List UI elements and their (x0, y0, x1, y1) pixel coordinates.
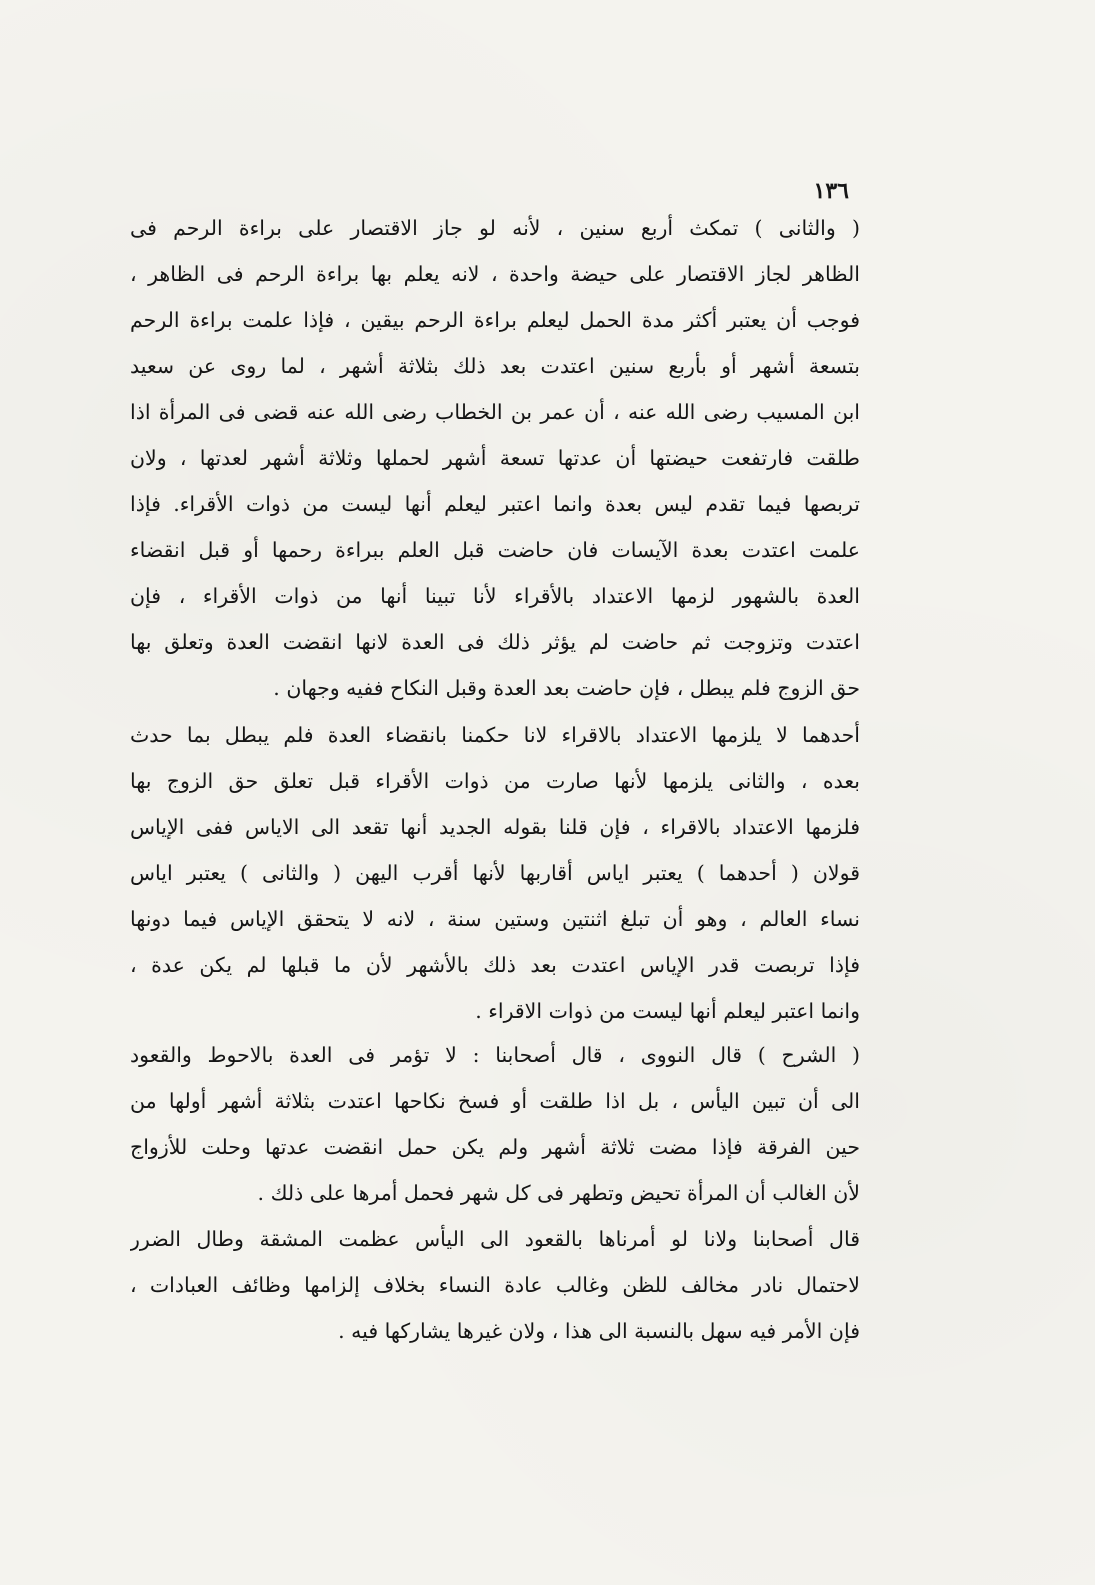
text-line: الى أن تبين اليأس ، بل اذا طلقت أو فسخ نكاحها اعتدت بثلاثة أشهر أولها من (130, 1089, 860, 1113)
page-number: ١٣٦ (813, 178, 849, 204)
text-line: لأن الغالب أن المرأة تحيض وتطهر فى كل شهر فحمل أمرها على ذلك . (257, 1181, 860, 1205)
text-line: لاحتمال نادر مخالف للظن وغالب عادة النساء بخلاف إلزامها وظائف العبادات ، (130, 1273, 860, 1297)
text-line: اعتدت وتزوجت ثم حاضت لم يؤثر ذلك فى العدة لانها انقضت العدة وتعلق بها (130, 630, 860, 654)
text-line: حق الزوج فلم يبطل ، فإن حاضت بعد العدة وقبل النكاح ففيه وجهان . (273, 676, 860, 700)
paragraph-1 (130, 205, 860, 711)
text-line: العدة بالشهور لزمها الاعتداد بالأقراء لأنا تبينا أنها من ذوات الأقراء ، فإن (130, 584, 860, 608)
text-line: أحدهما لا يلزمها الاعتداد بالاقراء لانا حكمنا بانقضاء العدة فلم يبطل بما حدث (130, 723, 860, 747)
text-line: فإذا تربصت قدر الإياس اعتدت بعد ذلك بالأشهر لأن ما قبلها لم يكن عدة ، (130, 953, 860, 977)
text-line: ( والثانى ) تمكث أربع سنين ، لأنه لو جاز الاقتصار على براءة الرحم فى (130, 216, 860, 240)
paragraph-3 (130, 1032, 860, 1216)
text-line: علمت اعتدت بعدة الآيسات فان حاضت قبل العلم ببراءة رحمها أو قبل انقضاء (130, 538, 860, 562)
text-line: تربصها فيما تقدم ليس بعدة وانما اعتبر ليعلم أنها ليست من ذوات الأقراء. فإذا (130, 492, 860, 516)
text-line: بتسعة أشهر أو بأربع سنين اعتدت بعد ذلك بثلاثة أشهر ، لما روى عن سعيد (130, 354, 860, 378)
text-line: فوجب أن يعتبر أكثر مدة الحمل ليعلم براءة الرحم بيقين ، فإذا علمت براءة الرحم (130, 308, 860, 332)
paragraph-2 (130, 712, 860, 1034)
text-line: ابن المسيب رضى الله عنه ، أن عمر بن الخطاب رضى الله عنه قضى فى المرأة اذا (130, 400, 860, 424)
text-line: فلزمها الاعتداد بالاقراء ، فإن قلنا بقوله الجديد أنها تقعد الى الاياس ففى الإياس (130, 815, 860, 839)
text-line: ( الشرح ) قال النووى ، قال أصحابنا : لا تؤمر فى العدة بالاحوط والقعود (130, 1043, 860, 1067)
text-line: الظاهر لجاز الاقتصار على حيضة واحدة ، لانه يعلم بها براءة الرحم فى الظاهر ، (130, 262, 860, 286)
text-line: قولان ( أحدهما ) يعتبر اياس أقاربها لأنها أقرب اليهن ( والثانى ) يعتبر اياس (130, 861, 860, 885)
text-line: حين الفرقة فإذا مضت ثلاثة أشهر ولم يكن حمل انقضت عدتها وحلت للأزواج (130, 1135, 860, 1159)
text-line: وانما اعتبر ليعلم أنها ليست من ذوات الاقراء . (475, 999, 860, 1023)
text-line: طلقت فارتفعت حيضتها أن عدتها تسعة أشهر لحملها وثلاثة أشهر لعدتها ، ولان (130, 446, 860, 470)
text-line: بعده ، والثانى يلزمها لأنها صارت من ذوات الأقراء قبل تعلق حق الزوج بها (130, 769, 860, 793)
text-line: قال أصحابنا ولانا لو أمرناها بالقعود الى اليأس عظمت المشقة وطال الضرر (130, 1227, 860, 1251)
paragraph-4 (130, 1216, 860, 1354)
text-line: نساء العالم ، وهو أن تبلغ اثنتين وستين سنة ، لانه لا يتحقق الإياس فيما دونها (130, 907, 860, 931)
text-line: فإن الأمر فيه سهل بالنسبة الى هذا ، ولان غيرها يشاركها فيه . (338, 1319, 860, 1343)
